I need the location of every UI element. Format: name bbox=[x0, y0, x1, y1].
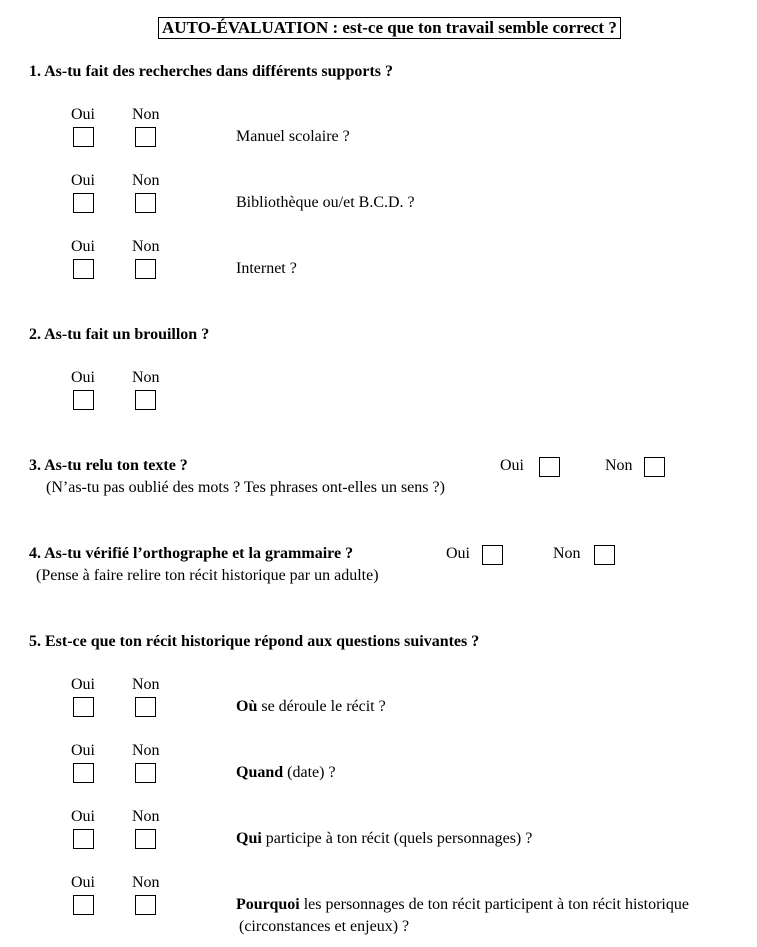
yes-checkbox[interactable] bbox=[73, 829, 94, 849]
q3-yes-checkbox[interactable] bbox=[539, 457, 560, 477]
no-checkbox[interactable] bbox=[135, 193, 156, 213]
yes-label: Oui bbox=[446, 545, 470, 562]
yes-checkbox[interactable] bbox=[73, 390, 94, 410]
yes-label: Oui bbox=[71, 369, 95, 386]
question-2: 2. As-tu fait un brouillon ? bbox=[29, 326, 210, 343]
no-label: Non bbox=[132, 238, 160, 255]
q4-no-checkbox[interactable] bbox=[594, 545, 615, 565]
no-label: Non bbox=[132, 106, 160, 123]
no-label: Non bbox=[132, 369, 160, 386]
question-4: 4. As-tu vérifié l’orthographe et la grammaire ? bbox=[29, 545, 354, 562]
item-label: Pourquoi les personnages de ton récit participent à ton récit historique bbox=[236, 896, 689, 913]
item-label: Où se déroule le récit ? bbox=[236, 698, 386, 715]
item-label-continuation: (circonstances et enjeux) ? bbox=[239, 918, 410, 935]
question-3-hint: (N’as-tu pas oublié des mots ? Tes phrases ont-elles un sens ?) bbox=[46, 479, 445, 496]
no-checkbox[interactable] bbox=[135, 895, 156, 915]
yes-label: Oui bbox=[71, 742, 95, 759]
question-3: 3. As-tu relu ton texte ? bbox=[29, 457, 188, 474]
item-label: Quand (date) ? bbox=[236, 764, 336, 781]
yes-label: Oui bbox=[71, 106, 95, 123]
question-5: 5. Est-ce que ton récit historique répond aux questions suivantes ? bbox=[29, 633, 480, 650]
item-label: Internet ? bbox=[236, 260, 297, 277]
yes-label: Oui bbox=[71, 874, 95, 891]
no-checkbox[interactable] bbox=[135, 697, 156, 717]
no-checkbox[interactable] bbox=[135, 259, 156, 279]
yes-checkbox[interactable] bbox=[73, 895, 94, 915]
yes-label: Oui bbox=[500, 457, 524, 474]
no-label: Non bbox=[605, 457, 633, 474]
question-1: 1. As-tu fait des recherches dans différents supports ? bbox=[29, 63, 394, 80]
yes-checkbox[interactable] bbox=[73, 259, 94, 279]
yes-label: Oui bbox=[71, 172, 95, 189]
yes-label: Oui bbox=[71, 676, 95, 693]
no-label: Non bbox=[132, 676, 160, 693]
yes-checkbox[interactable] bbox=[73, 763, 94, 783]
no-label: Non bbox=[132, 742, 160, 759]
no-checkbox[interactable] bbox=[135, 829, 156, 849]
item-label: Qui participe à ton récit (quels personnages) ? bbox=[236, 830, 533, 847]
yes-label: Oui bbox=[71, 238, 95, 255]
no-label: Non bbox=[132, 874, 160, 891]
question-4-hint: (Pense à faire relire ton récit historique par un adulte) bbox=[36, 567, 379, 584]
yes-label: Oui bbox=[71, 808, 95, 825]
q4-yes-checkbox[interactable] bbox=[482, 545, 503, 565]
no-label: Non bbox=[553, 545, 581, 562]
page-title: AUTO-ÉVALUATION : est-ce que ton travail semble correct ? bbox=[158, 17, 621, 39]
yes-checkbox[interactable] bbox=[73, 127, 94, 147]
no-checkbox[interactable] bbox=[135, 127, 156, 147]
no-label: Non bbox=[132, 808, 160, 825]
no-checkbox[interactable] bbox=[135, 763, 156, 783]
item-label: Bibliothèque ou/et B.C.D. ? bbox=[236, 194, 415, 211]
no-label: Non bbox=[132, 172, 160, 189]
yes-checkbox[interactable] bbox=[73, 193, 94, 213]
item-label: Manuel scolaire ? bbox=[236, 128, 350, 145]
yes-checkbox[interactable] bbox=[73, 697, 94, 717]
q3-no-checkbox[interactable] bbox=[644, 457, 665, 477]
no-checkbox[interactable] bbox=[135, 390, 156, 410]
